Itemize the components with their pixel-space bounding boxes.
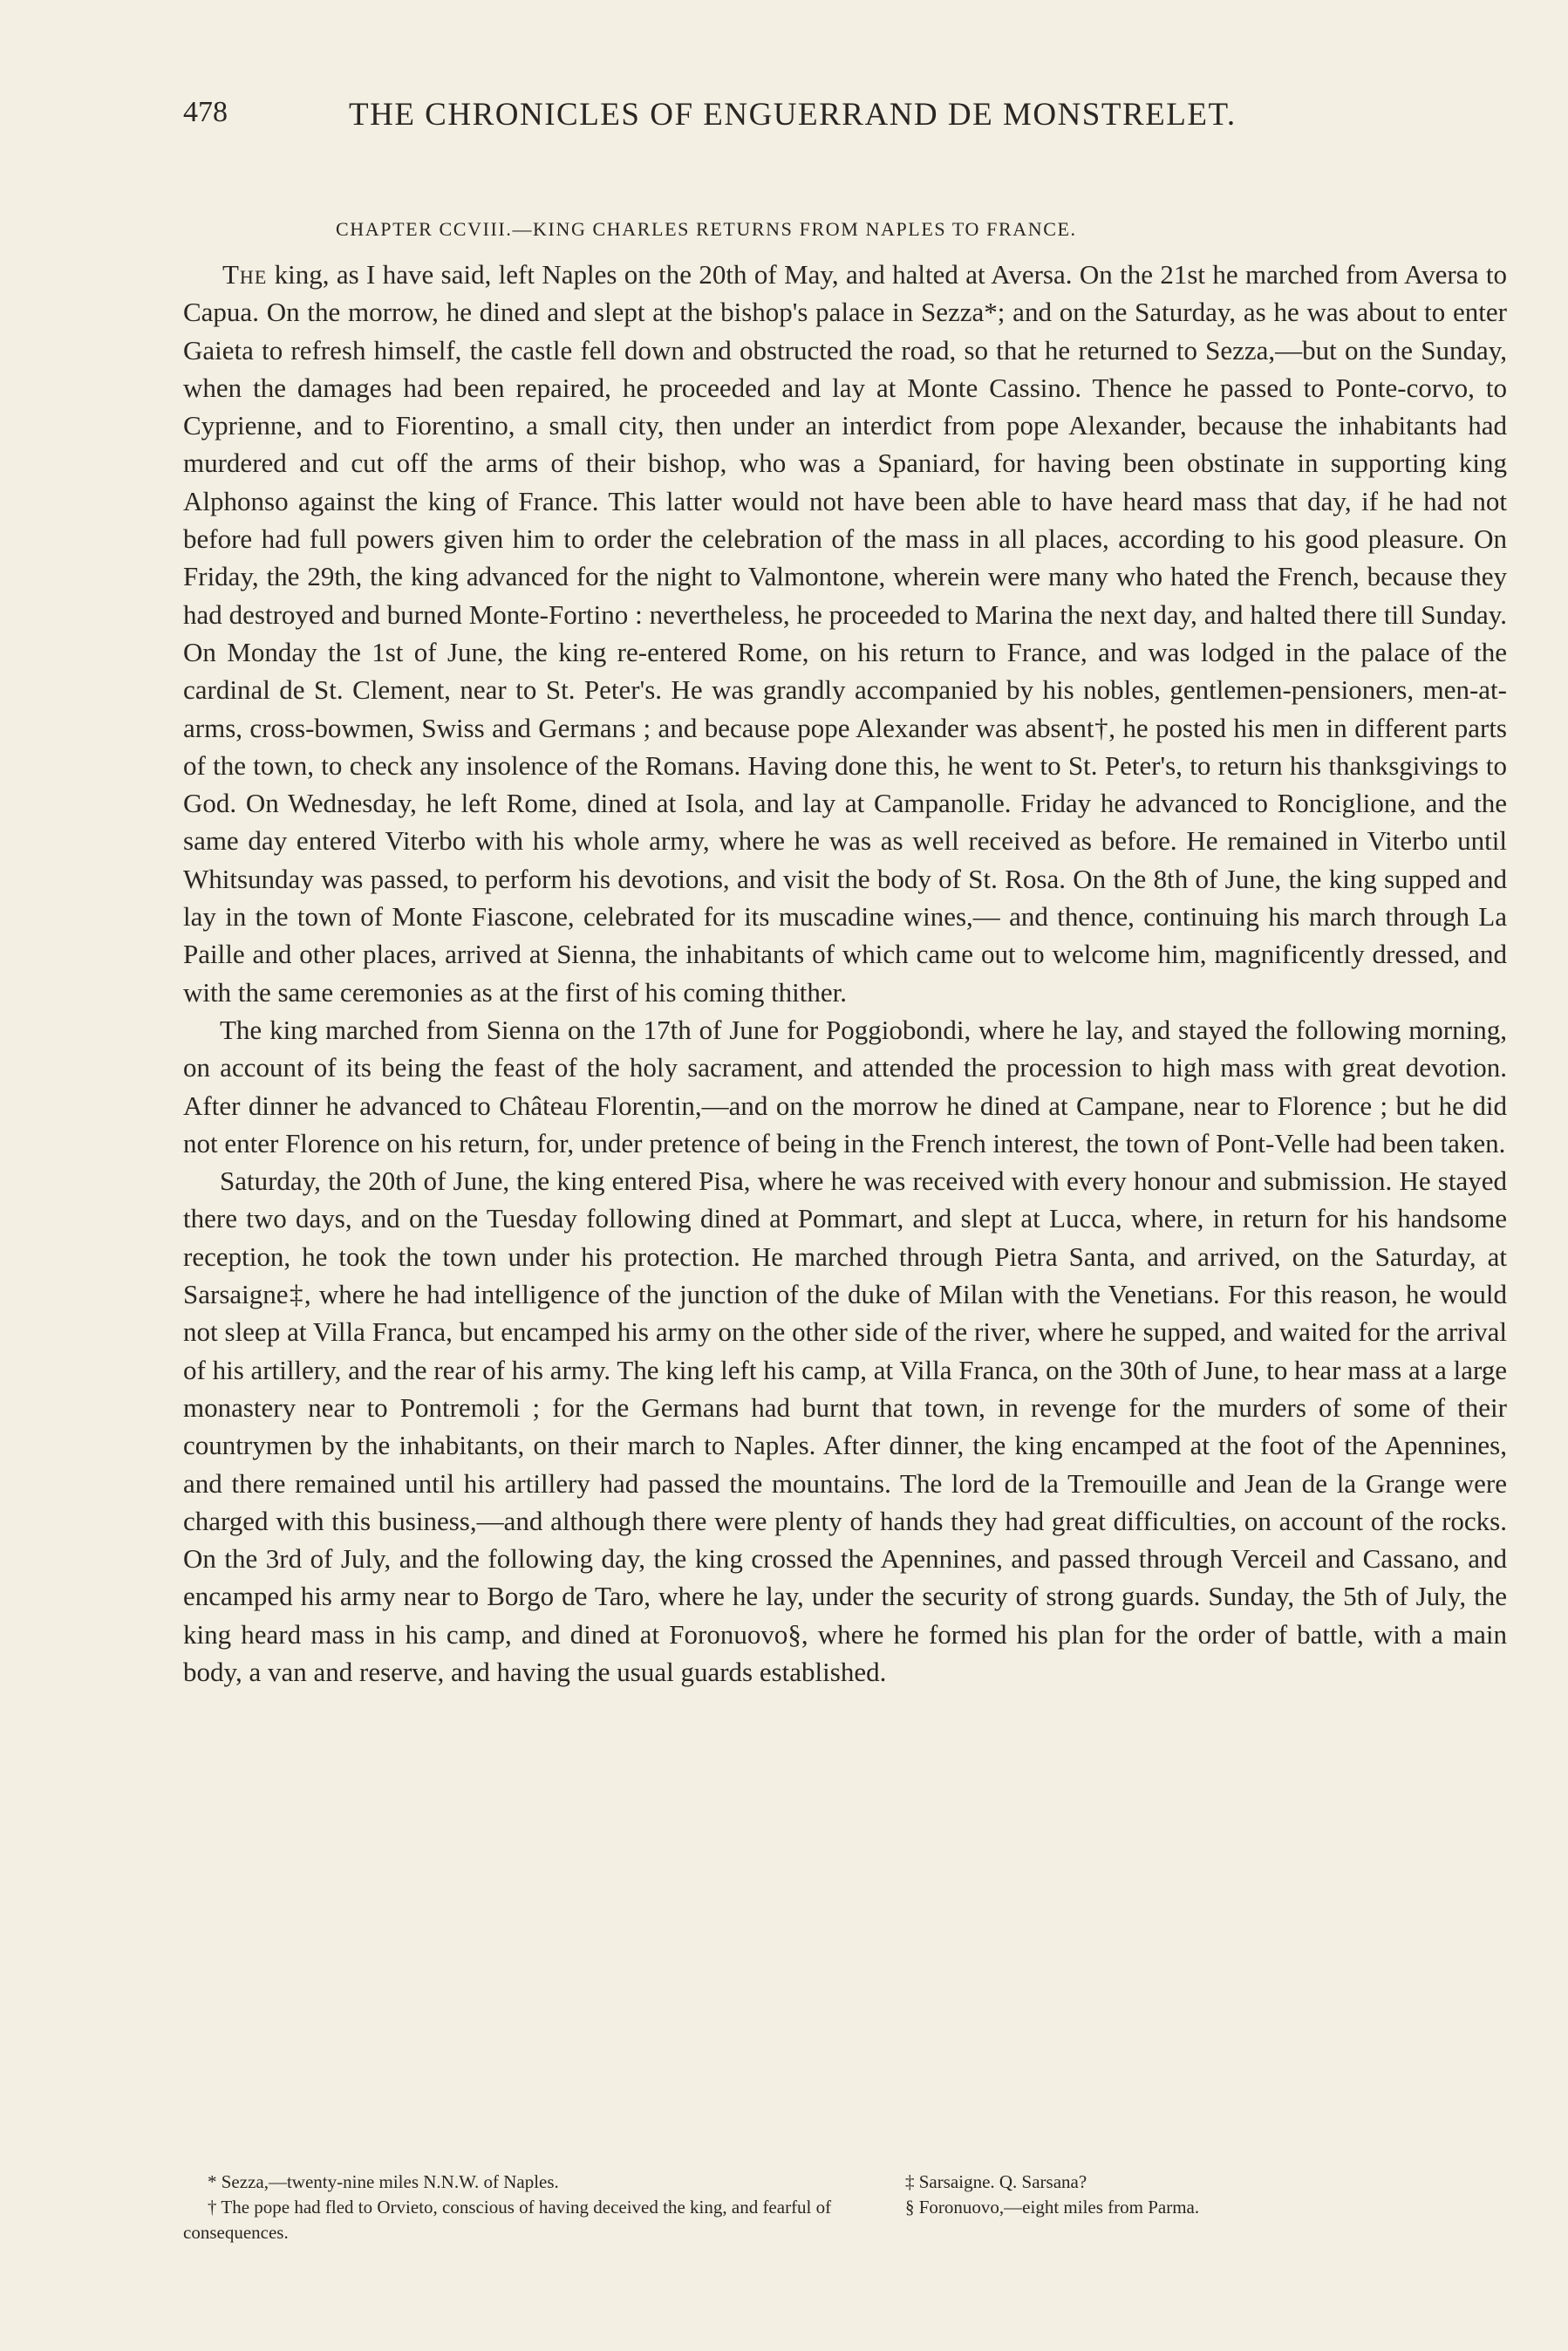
paragraph-2: The king marched from Sienna on the 17th of June for Poggiobondi, where he lay, and stayed the following morning, on account of its being the feast of the holy sacrament, and attended the procession to high mass with great devotion. After dinner he advanced to Château Florentin,—and on the morrow he dined at Campane, near to Florence ; but he did not enter Florence on his return, for, under pretence of being in the French interest, the town of Pont-Velle had been taken. [183,1014,1507,1158]
footnotes [183,2170,1507,2274]
footnote-sarsaigne: ‡ Sarsaigne. Q. Sarsana? [905,2171,1087,2192]
footnotes-right-column [881,2170,1509,2220]
running-title: THE CHRONICLES OF ENGUERRAND DE MONSTRELET. [349,97,1237,133]
footnote-sezza: * Sezza,—twenty-nine miles N.N.W. of Naples. [208,2171,559,2192]
page-header [183,96,1517,140]
chapter-heading: CHAPTER CCVIII.—KING CHARLES RETURNS FROM NAPLES TO FRANCE. [336,218,1077,240]
opening-word: The [222,259,268,290]
footnotes-left-column [183,2170,844,2245]
footnote-foronuovo: § Foronuovo,—eight miles from Parma. [905,2197,1200,2218]
footnote-pope: † The pope had fled to Orvieto, conscious of having deceived the king, and fearful of consequences. [183,2197,832,2243]
body-text [183,256,1507,1691]
paragraph-3: Saturday, the 20th of June, the king entered Pisa, where he was received with every honour and submission. He stayed there two days, and on the Tuesday following dined at Pommart, and slept at Lucca, where, in return for his handsome reception, he took the town under his protection. He marched through Pietra Santa, and arrived, on the Saturday, at Sarsaigne‡, where he had intelligence of the junction of the duke of Milan with the Venetians. For this reason, he would not sleep at Villa Franca, but encamped his army on the other side of the river, where he supped, and waited for the arrival of his artillery, and the rear of his army. The king left his camp, at Villa Franca, on the 30th of June, to hear mass at a large monastery near to Pontremoli ; for the Germans had burnt that town, in revenge for the murders of some of their countrymen by the inhabitants, on their march to Naples. After dinner, the king encamped at the foot of the Apennines, and there remained until his artillery had passed the mountains. The lord de la Tremouille and Jean de la Grange were charged with this business,—and although there were plenty of hands they had great difficulties, on account of the rocks. On the 3rd of July, and the following day, the king crossed the Apennines, and passed through Verceil and Cassano, and encamped his army near to Borgo de Taro, where he lay, under the security of strong guards. Sunday, the 5th of July, the king heard mass in his camp, and dined at Foronuovo§, where he formed his plan for the order of battle, with a main body, a van and reserve, and having the usual guards established. [183,1165,1507,1687]
page-number: 478 [183,96,228,128]
paragraph-1-text: king, as I have said, left Naples on the 20th of May, and halted at Aversa. On the 21st he marched from Aversa to Capua. On the morrow, he dined and slept at the bishop's palace in Sezza*; and on the Saturday, as he was about to enter Gaieta to refresh himself, the castle fell down and obstructed the road, so that he returned to Sezza,—but on the Sunday, when the damages had been repaired, he proceeded and lay at Monte Cassino. Thence he passed to Ponte-corvo, to Cyprienne, and to Fiorentino, a small city, then under an interdict from pope Alexander, because the inhabitants had murdered and cut off the arms of their bishop, who was a Spaniard, for having been obstinate in supporting king Alphonso against the king of France. This latter would not have been able to have heard mass that day, if he had not before had full powers given him to order the celebration of the mass in all places, according to his good pleasure. On Friday, the 29th, the king advanced for the night to Valmontone, wherein were many who hated the French, because they had destroyed and burned Monte-Fortino : nevertheless, he proceeded to Marina the next day, and halted there till Sunday. On Monday the 1st of June, the king re-entered Rome, on his return to France, and was lodged in the palace of the cardinal de St. Clement, near to St. Peter's. He was grandly accompanied by his nobles, gentlemen-pensioners, men-at-arms, cross-bowmen, Swiss and Germans ; and because pope Alexander was absent†, he posted his men in different parts of the town, to check any insolence of the Romans. Having done this, he went to St. Peter's, to return his thanksgivings to God. On Wednesday, he left Rome, dined at Isola, and lay at Campanolle. Friday he advanced to Ronciglione, and the same day entered Viterbo with his whole army, where he was as well received as before. He remained in Viterbo until Whitsunday was passed, to perform his devotions, and visit the body of St. Rosa. On the 8th of June, the king supped and lay in the town of Monte Fiascone, celebrated for its muscadine wines,— and thence, continuing his march through La Paille and other places, arrived at Sienna, the inhabitants of which came out to welcome him, magnificently dressed, and with the same ceremonies as at the first of his coming thither. [183,259,1507,1008]
paragraph-1 [183,256,1507,1011]
